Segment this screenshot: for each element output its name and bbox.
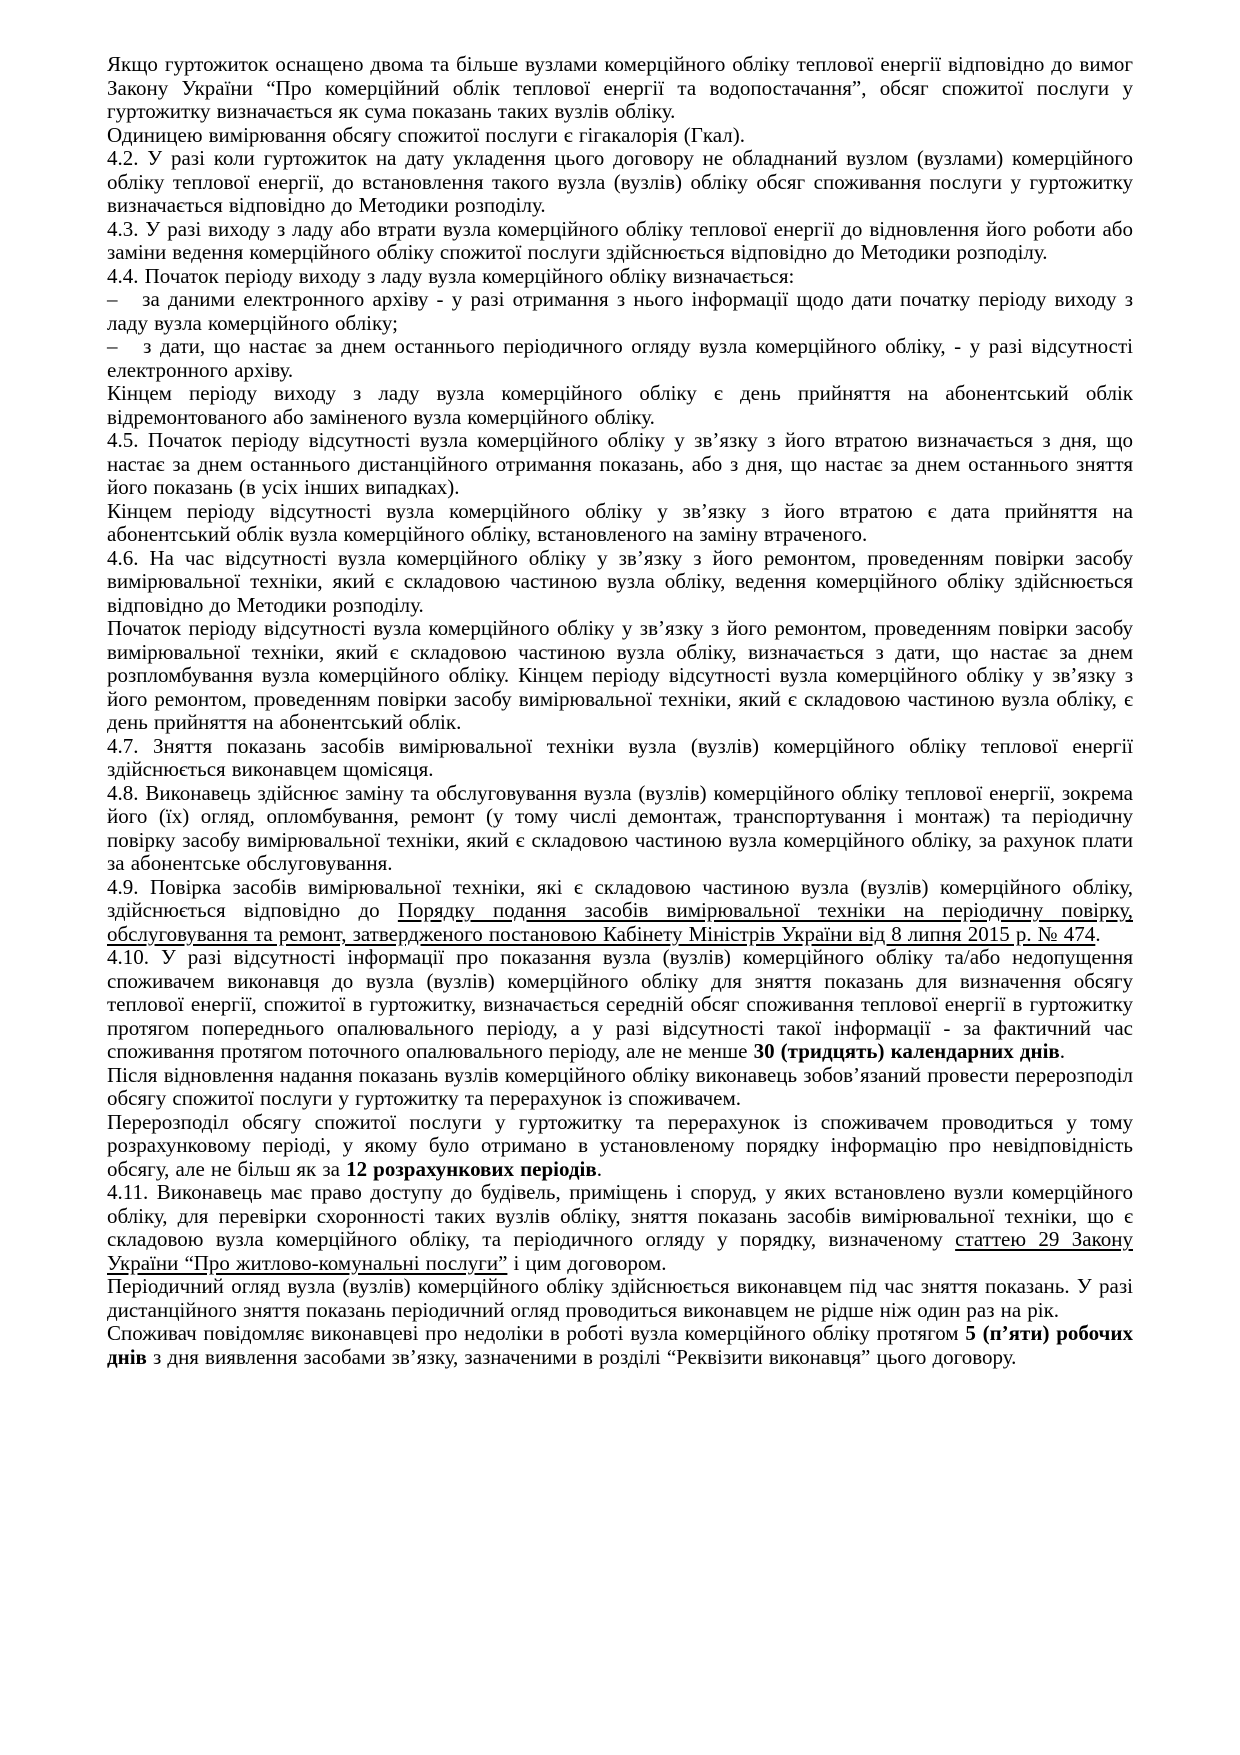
text-run: 4.6. На час відсутності вузла комерційного обліку у зв’язку з його ремонтом, проведенням повірки засобу вимірювальної техніки, який є складовою частиною вузла обліку, ведення комерційного обліку здійснюється відповідно до Методики розподілу. [107, 545, 1133, 617]
paragraph-unit-of-measure [107, 124, 1133, 148]
link-article-29[interactable]: статтею 29 Закону України “Про житлово-комунальні послуги” [107, 1227, 1133, 1275]
text-run: 4.10. У разі відсутності інформації про показання вузла (вузлів) комерційного обліку та/або недопущення споживачем виконавця до вузла (вузлів) комерційного обліку для зняття показань для визначення обсягу теплової енергії, спожитої в гуртожитку, визначається середній обсяг споживання теплової енергії в гуртожитку протягом попереднього опалювального періоду, а у разі відсутності такої інформації - за фактичний час споживання протягом поточного опалювального періоду, але не менше [107, 945, 1133, 1063]
text-run: 4.11. Виконавець має право доступу до будівель, приміщень і споруд, у яких встановлено вузли комерційного обліку, для перевірки схоронності таких вузлів обліку, зняття показань засобів вимірювальної техніки, що є складовою вузла комерційного обліку, та періодичного огляду у порядку, визначеному [107, 1180, 1133, 1251]
paragraph-dash-item-archive [107, 288, 1133, 335]
paragraph-4-8 [107, 782, 1133, 876]
text-run: 4.4. Початок періоду виходу з ладу вузла комерційного обліку визначається: [107, 263, 795, 288]
paragraph-end-of-absence-period [107, 500, 1133, 547]
text-run: Періодичний огляд вузла (вузлів) комерційного обліку здійснюється виконавцем під час зняття показань. У разі дистанційного зняття показань періодичний огляд проводиться виконавцем не рідше ніж один раз на рік. [107, 1274, 1133, 1322]
text-run: Початок періоду відсутності вузла комерційного обліку у зв’язку з його ремонтом, проведенням повірки засобу вимірювальної техніки, який є складовою частиною вузла обліку, визначається з дати, що настає за днем розпломбування вузла комерційного обліку. Кінцем періоду відсутності вузла комерційного обліку у зв’язку з його ремонтом, проведенням повірки засобу вимірювальної техніки, який є складовою частиною вузла обліку, є день прийняття на абонентський облік. [107, 616, 1133, 734]
text-run: 4.3. У разі виходу з ладу або втрати вузла комерційного обліку теплової енергії до відновлення його роботи або заміни ведення комерційного обліку спожитої послуги здійснюється відповідно до Методики розподілу. [107, 216, 1133, 264]
text-run: . [1095, 921, 1101, 946]
paragraph-4-10 [107, 946, 1133, 1064]
text-run: з дня виявлення засобами зв’язку, зазначеними в розділі “Реквізити виконавця” цього договору. [146, 1344, 1017, 1369]
text-run: – з дати, що настає за днем останнього періодичного огляду вузла комерційного обліку, - у разі відсутності електронного архіву. [107, 334, 1133, 382]
text-run: 4.7. Зняття показань засобів вимірювальної техніки вузла (вузлів) комерційного обліку теплової енергії здійснюється виконавцем щомісяця. [107, 733, 1133, 781]
paragraph-4-5 [107, 429, 1133, 500]
paragraph-4-6 [107, 547, 1133, 618]
document-body [107, 53, 1133, 1369]
bold-12-billing-periods: 12 розрахункових періодів [346, 1156, 597, 1181]
paragraph-4-11 [107, 1181, 1133, 1275]
text-run: Споживач повідомляє виконавцеві про недоліки в роботі вузла комерційного обліку протягом [107, 1321, 966, 1345]
paragraph-end-of-failure-period [107, 382, 1133, 429]
text-run: і цим договором. [507, 1250, 667, 1275]
text-run: 4.9. Повірка засобів вимірювальної техніки, які є складовою частиною вузла (вузлів) комерційного обліку, здійснюється відповідно до [107, 874, 1133, 922]
text-run: . [596, 1156, 602, 1181]
text-run: 4.2. У разі коли гуртожиток на дату укладення цього договору не обладнаний вузлом (вузлами) комерційного обліку теплової енергії, до встановлення такого вузла (вузлів) обліку обсяг споживання послуги у гуртожитку визначається відповідно до Методики розподілу. [107, 146, 1133, 217]
paragraph-consumer-notification [107, 1322, 1133, 1369]
text-run: Перерозподіл обсягу спожитої послуги у гуртожитку та перерахунок із споживачем проводиться у тому розрахунковому періоді, у якому було отримано в установленому порядку інформацію про невідповідність обсягу, але не більш як за [107, 1109, 1133, 1181]
text-run: Після відновлення надання показань вузлів комерційного обліку виконавець зобов’язаний провести перерозподіл обсягу спожитої послуги у гуртожитку та перерахунок із споживачем. [107, 1062, 1133, 1110]
paragraph-4-2 [107, 147, 1133, 218]
text-run: Кінцем періоду виходу з ладу вузла комерційного обліку є день прийняття на абонентський облік відремонтованого або заміненого вузла комерційного обліку. [107, 381, 1133, 429]
paragraph-periodic-inspection [107, 1275, 1133, 1322]
paragraph-redistribution-period [107, 1111, 1133, 1182]
text-run: – за даними електронного архіву - у разі отримання з нього інформації щодо дати початку періоду виходу з ладу вузла комерційного обліку; [107, 287, 1133, 335]
text-run: Одиницею вимірювання обсягу спожитої послуги є гігакалорія (Гкал). [107, 122, 745, 147]
text-run: 4.5. Початок періоду відсутності вузла комерційного обліку у зв’язку з його втратою визначається з дня, що настає за днем останнього дистанційного отримання показань, або з дня, що настає за днем останнього зняття його показань (в усіх інших випадках). [107, 428, 1133, 499]
bold-5-working-days: 5 (п’яти) робочих днів [107, 1321, 1133, 1369]
paragraph-multi-meter [107, 53, 1133, 124]
paragraph-4-9 [107, 876, 1133, 947]
text-run: Якщо гуртожиток оснащено двома та більше вузлами комерційного обліку теплової енергії відповідно до вимог Закону України “Про комерційний облік теплової енергії та водопостачання”, обсяг спожитої послуги у гуртожитку визначається як сума показань таких вузлів обліку. [107, 52, 1133, 123]
text-run: Кінцем періоду відсутності вузла комерційного обліку у зв’язку з його втратою є дата прийняття на абонентський облік вузла комерційного обліку, встановленого на заміну втраченого. [107, 498, 1133, 546]
bold-30-calendar-days: 30 (тридцять) календарних днів [753, 1039, 1060, 1063]
link-poriadok-474[interactable]: Порядку подання засобів вимірювальної техніки на періодичну повірку, обслуговування та ремонт, затвердженого постановою Кабінету Міністрів України від 8 липня 2015 р. № 474 [107, 898, 1133, 946]
paragraph-4-4 [107, 265, 1133, 289]
paragraph-4-3 [107, 218, 1133, 265]
paragraph-absence-period-repair [107, 617, 1133, 735]
paragraph-redistribution-duty [107, 1064, 1133, 1111]
paragraph-4-7 [107, 735, 1133, 782]
text-run: . [1059, 1039, 1066, 1063]
paragraph-dash-item-inspection-date [107, 335, 1133, 382]
text-run: 4.8. Виконавець здійснює заміну та обслуговування вузла (вузлів) комерційного обліку теплової енергії, зокрема його (їх) огляд, опломбування, ремонт (у тому числі демонтаж, транспортування і монтаж) та періодичну повірку засобу вимірювальної техніки, який є складовою частиною вузла комерційного обліку, за рахунок плати за абонентське обслуговування. [107, 780, 1133, 875]
